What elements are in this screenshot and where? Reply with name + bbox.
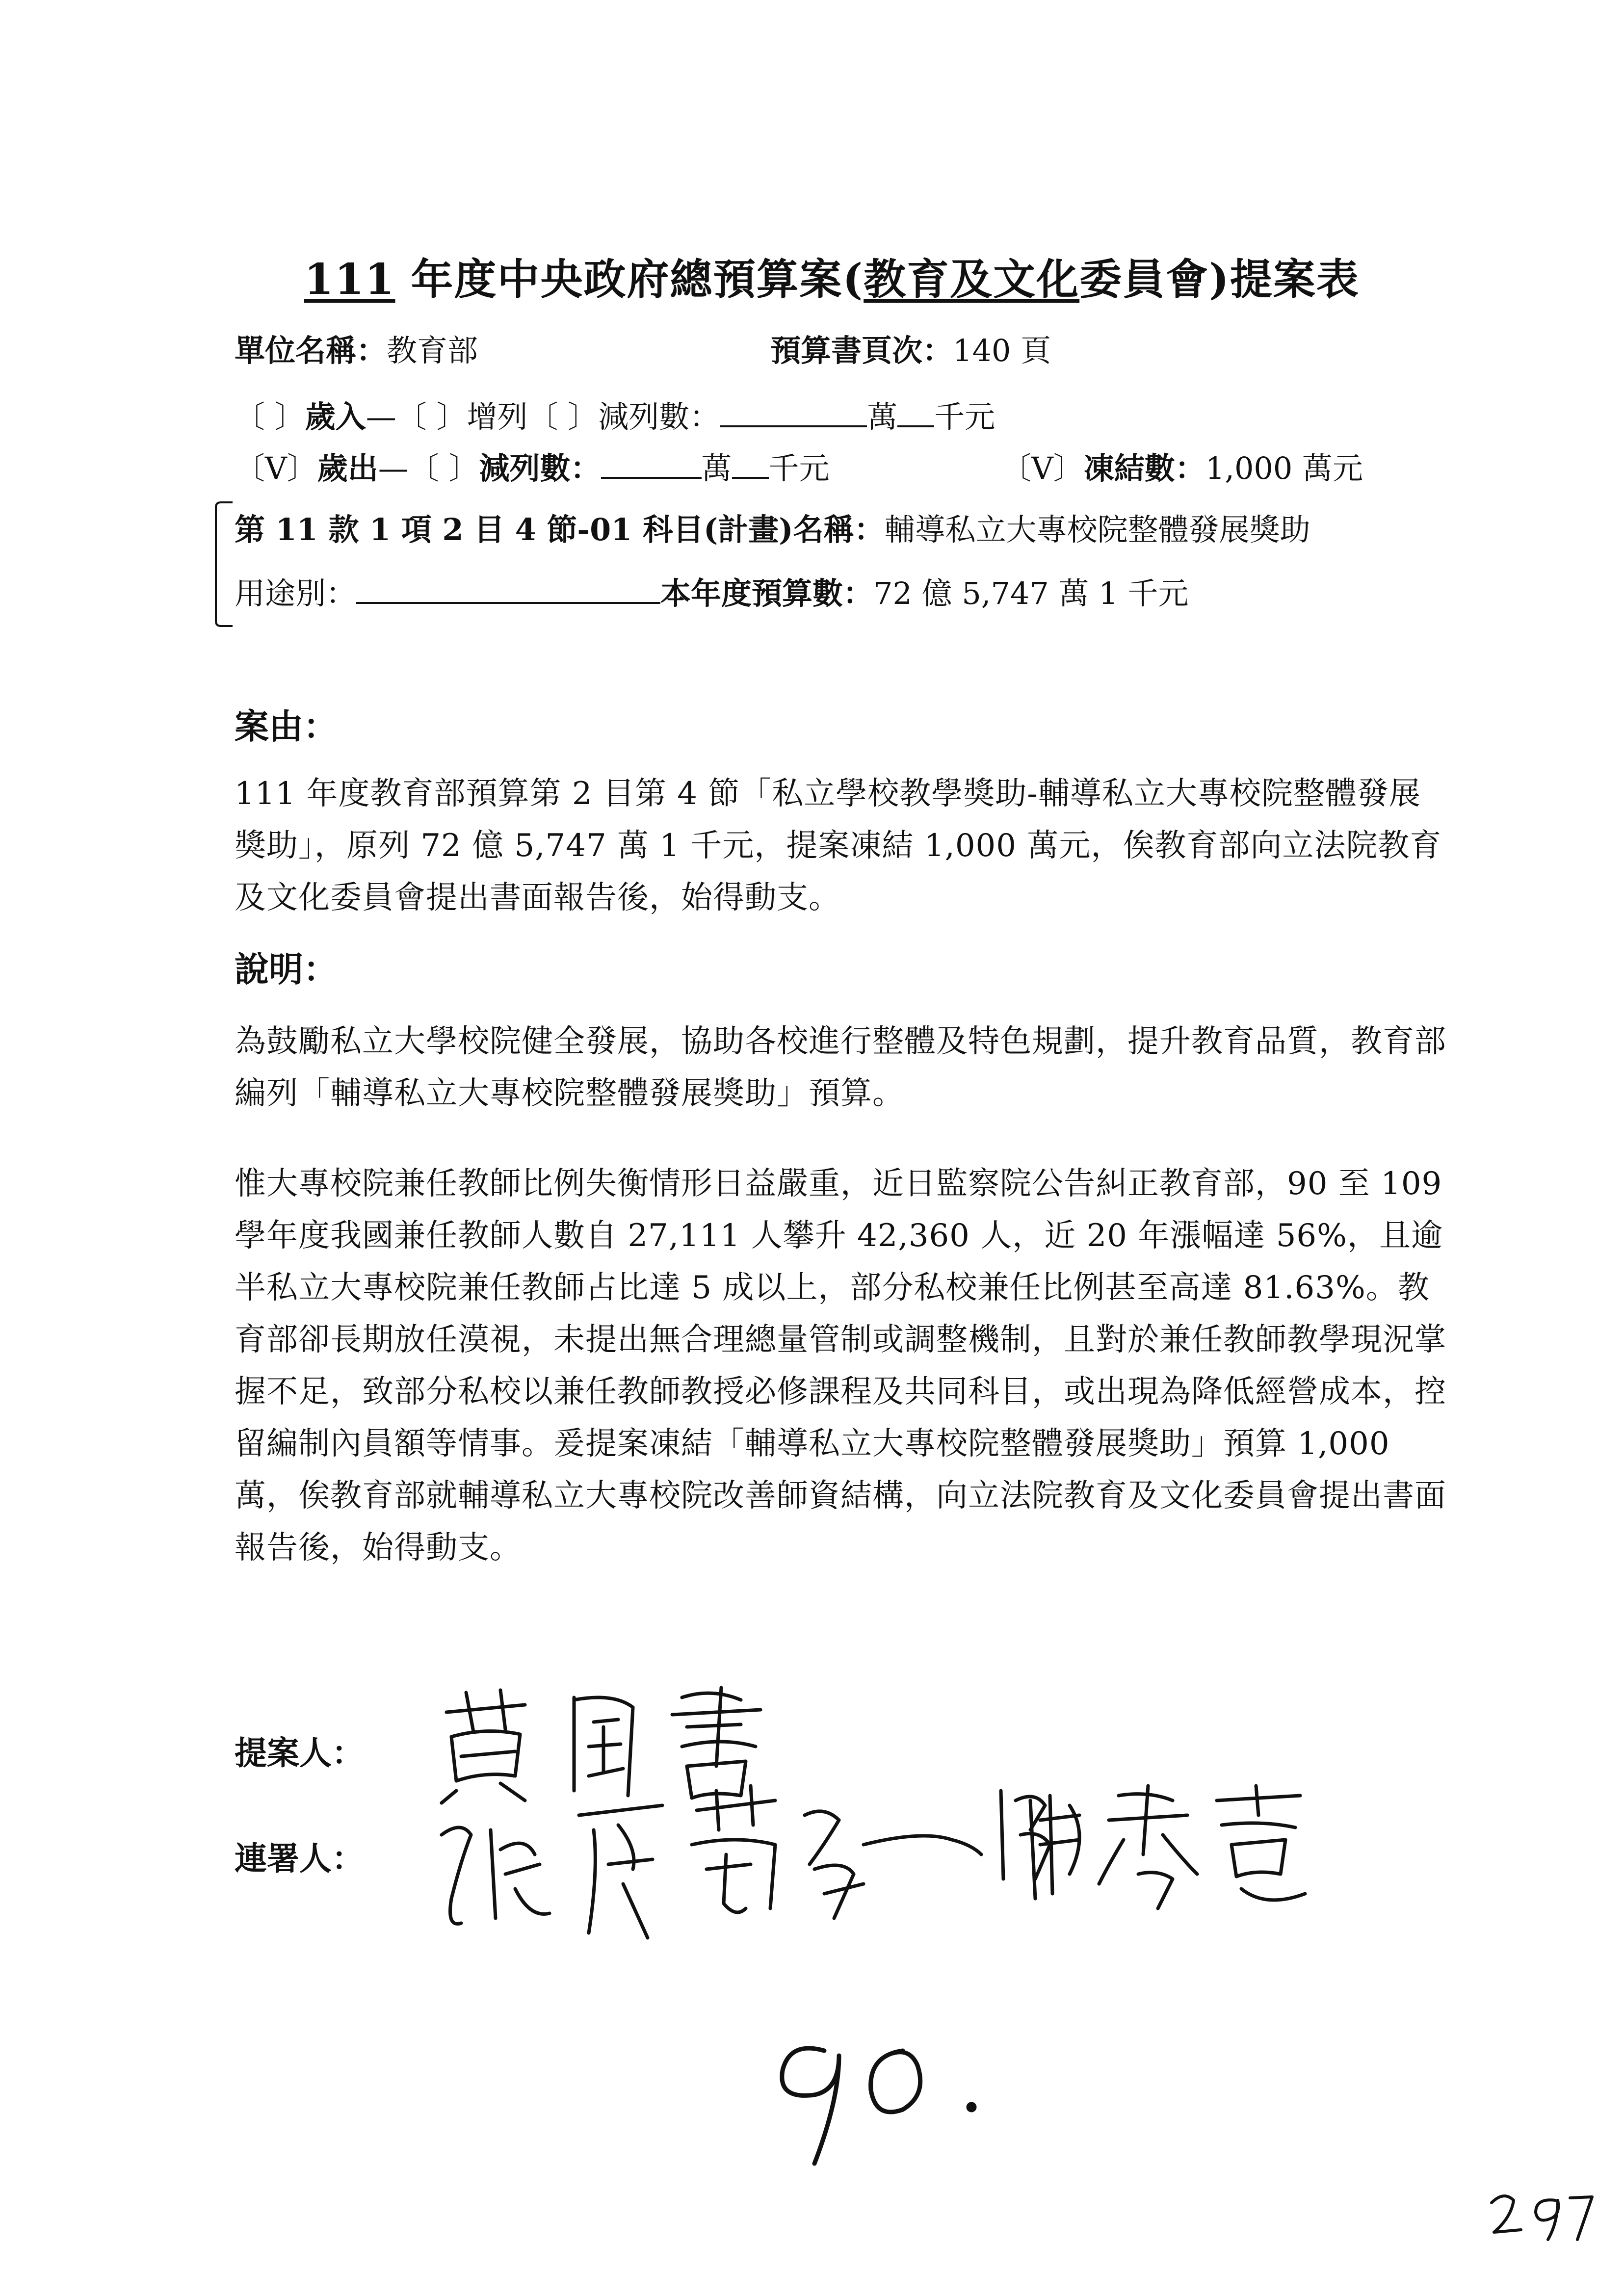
revenue-wan-blank xyxy=(720,395,867,427)
usage-row xyxy=(235,569,1188,613)
page-number xyxy=(1482,2178,1599,2247)
title-committee: 教育及文化 xyxy=(864,255,1080,304)
proposer-label: 提案人： xyxy=(235,1734,364,1772)
revenue-qian-blank xyxy=(897,395,934,427)
expenditure-label: 歲出 xyxy=(317,450,378,486)
revenue-unit-qian: 千元 xyxy=(934,399,995,435)
unit-row xyxy=(235,326,478,370)
expenditure-decrease-checkbox: 〔 〕 xyxy=(408,450,479,486)
page-title xyxy=(304,245,1360,306)
expenditure-checkbox: 〔V〕 xyxy=(235,450,317,486)
cosigner-signatures xyxy=(432,1771,1070,1957)
expenditure-dash: — xyxy=(378,450,409,486)
revenue-decrease-checkbox: 〔 〕 xyxy=(527,399,599,435)
revenue-label: 歲入 xyxy=(305,399,366,435)
handwritten-number xyxy=(756,2021,1011,2178)
expenditure-row xyxy=(235,444,830,488)
usage-label: 用途別： xyxy=(235,575,357,611)
explanation-paragraph-1: 為鼓勵私立大學校院健全發展，協助各校進行整體及特色規劃，提升教育品質，教育部編列「輔導私立大專校院整體發展獎助」預算。 xyxy=(235,1023,1446,1112)
revenue-checkbox: 〔 〕 xyxy=(235,399,305,435)
revenue-row xyxy=(235,392,995,436)
title-part-2: 委員會)提案表 xyxy=(1079,255,1360,304)
freeze-value: 1,000 萬元 xyxy=(1205,450,1363,486)
expenditure-unit-wan: 萬 xyxy=(701,450,732,486)
reason-text: 111 年度教育部預算第 2 目第 4 節「私立學校教學獎助-輔導私立大專校院整體發展獎助」，原列 72 億 5,747 萬 1 千元，提案凍結 1,000 萬元，俟教育部向立法院教育及文化委員會提出書面報告後，始得動支。 xyxy=(235,776,1442,916)
expenditure-qian-blank xyxy=(732,446,769,479)
expenditure-unit-qian: 千元 xyxy=(768,450,830,486)
reason-heading: 案由： xyxy=(235,706,338,747)
subject-label: 科目(計畫)名稱： xyxy=(632,512,885,548)
explanation-paragraph-2: 惟大專校院兼任教師比例失衡情形日益嚴重，近日監察院公告糾正教育部，90 至 109 學年度我國兼任教師人數自 27,111 人攀升 42,360 人，近 20 年漲幅達 56%，且逾半私立大專校院兼任教師占比達 5 成以上，部分私校兼任比例甚至高達 81.63%。教育部卻長期放任漠視，未提出無合理總量管制或調整機制，且對於兼任教師教學現況掌握不足，致部分私校以兼任教師教授必修課程及共同科目，或出現為降低經營成本，控留編制內員額等情事。爰提案凍結「輔導私立大專校院整體發展獎助」預算 1,000 萬，俟教育部就輔導私立大專校院改善師資結構，向立法院教育及文化委員會提出書面報告後，始得動支。 xyxy=(235,1166,1446,1566)
usage-blank xyxy=(356,572,660,604)
budget-page-value: 140 頁 xyxy=(953,333,1051,368)
expenditure-wan-blank xyxy=(601,446,702,479)
revenue-unit-wan: 萬 xyxy=(867,399,898,435)
subject-value: 輔導私立大專校院整體發展獎助 xyxy=(884,512,1310,548)
cosigner-label: 連署人： xyxy=(235,1839,364,1878)
subject-code: 第 11 款 1 項 2 目 4 節-01 xyxy=(235,512,632,548)
revenue-decrease-label: 減列數： xyxy=(598,399,720,435)
budget-amount-value: 72 億 5,747 萬 1 千元 xyxy=(873,575,1189,611)
title-part-1: 年度中央政府總預算案( xyxy=(395,255,864,304)
budget-page-row xyxy=(770,326,1051,370)
budget-page-label: 預算書頁次： xyxy=(770,333,953,368)
freeze-label: 凍結數： xyxy=(1083,450,1205,486)
freeze-checkbox: 〔V〕 xyxy=(1001,450,1084,486)
subject-row xyxy=(235,505,1310,549)
revenue-increase-checkbox: 〔 〕 xyxy=(396,399,467,435)
unit-label: 單位名稱： xyxy=(235,333,387,368)
title-year: 111 xyxy=(304,255,395,304)
expenditure-decrease-label: 減列數： xyxy=(479,450,601,486)
revenue-dash: — xyxy=(366,399,396,435)
revenue-increase-label: 增列 xyxy=(467,399,528,435)
unit-value: 教育部 xyxy=(387,333,478,368)
brace-bracket xyxy=(211,500,236,628)
freeze-row xyxy=(1001,444,1363,488)
explanation-heading: 說明： xyxy=(235,949,338,990)
budget-amount-label: 本年度預算數： xyxy=(660,575,874,611)
cosigner-signature-2 xyxy=(1011,1776,1315,1923)
